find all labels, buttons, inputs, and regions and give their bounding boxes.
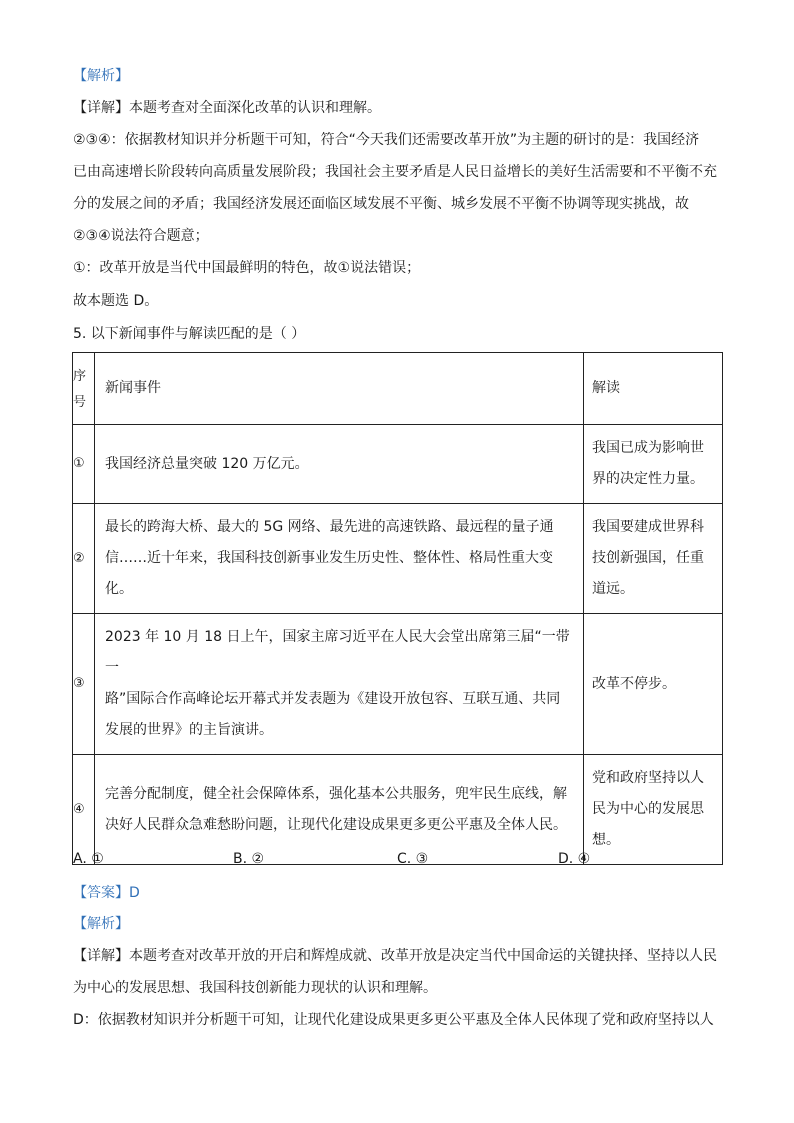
event-line: 完善分配制度，健全社会保障体系，强化基本公共服务，兜牢民生底线，解 (105, 785, 567, 802)
table-row (73, 504, 723, 614)
row-interpretation (584, 425, 723, 504)
row-event (95, 755, 584, 865)
interpretation-line: 道远。 (592, 581, 634, 597)
table-row (73, 614, 723, 755)
row-interpretation (584, 614, 723, 755)
row-event (95, 425, 584, 504)
row-index: ② (73, 504, 95, 614)
interpretation-line: 界的决定性力量。 (592, 471, 704, 487)
event-line: 决好人民群众急难愁盼问题，让现代化建设成果更多更公平惠及全体人民。 (105, 816, 567, 833)
row-index: ① (73, 425, 95, 504)
body-line: ②③④：依据教材知识并分析题干可知，符合“今天我们还需要改革开放”为主题的研讨的是：我国经济 (73, 132, 700, 148)
header-interpretation: 解读 (584, 353, 723, 425)
option-b: B. ② (233, 851, 265, 867)
row-event (95, 614, 584, 755)
row-index: ③ (73, 614, 95, 755)
event-line: 路”国际合作高峰论坛开幕式并发表题为《建设开放包容、互联互通、共同 (105, 691, 561, 707)
body-line: 故本题选 D。 (73, 293, 159, 309)
answer-line (73, 884, 140, 902)
header-index-label: 序号 (73, 368, 87, 410)
analysis-label: 【解析】 (73, 68, 129, 84)
event-line: 最长的跨海大桥、最大的 5G 网络、最先进的高速铁路、最远程的量子通 (105, 519, 554, 535)
event-line: 信……近十年来，我国科技创新事业发生历史性、整体性、格局性重大变 (105, 550, 553, 566)
detail-line: 【详解】本题考查对全面深化改革的认识和理解。 (73, 100, 381, 116)
body-line: 为中心的发展思想、我国科技创新能力现状的认识和理解。 (73, 980, 437, 996)
answer-label: 【答案】D (73, 885, 140, 901)
interpretation-line: 我国已成为影响世 (592, 440, 704, 456)
interpretation-line: 技创新强国，任重 (592, 550, 704, 566)
option-d: D. ④ (558, 851, 591, 867)
body-line: ②③④说法符合题意； (73, 228, 209, 244)
news-table (72, 352, 723, 865)
row-event (95, 504, 584, 614)
question-stem: 5. 以下新闻事件与解读匹配的是（ ） (73, 326, 306, 342)
row-interpretation (584, 504, 723, 614)
row-interpretation (584, 755, 723, 865)
row-index: ④ (73, 755, 95, 865)
table-row (73, 425, 723, 504)
analysis-label: 【解析】 (73, 916, 129, 932)
option-a: A. ① (73, 851, 104, 867)
body-line: 已由高速增长阶段转向高质量发展阶段；我国社会主要矛盾是人民日益增长的美好生活需要和不平衡不充 (73, 164, 717, 180)
interpretation-line: 我国要建成世界科 (592, 519, 704, 535)
event-line: 2023 年 10 月 18 日上午，国家主席习近平在人民大会堂出席第三届“一带一 (105, 629, 570, 676)
option-c: C. ③ (397, 851, 429, 867)
interpretation-line: 民为中心的发展思 (592, 801, 704, 817)
body-line: 分的发展之间的矛盾；我国经济发展还面临区域发展不平衡、城乡发展不平衡不协调等现实挑战，故 (73, 196, 689, 212)
event-line: 发展的世界》的主旨演讲。 (105, 722, 273, 738)
event-line: 我国经济总量突破 120 万亿元。 (105, 455, 309, 472)
interpretation-line: 想。 (592, 832, 620, 848)
table-header-row (73, 353, 723, 425)
body-line: 【详解】本题考查对改革开放的开启和辉煌成就、改革开放是决定当代中国命运的关键抉择、坚持以人民 (73, 948, 717, 964)
header-event: 新闻事件 (95, 353, 584, 425)
table-row (73, 755, 723, 865)
body-line: ①：改革开放是当代中国最鲜明的特色，故①说法错误； (73, 260, 421, 276)
header-index (73, 353, 95, 425)
interpretation-line: 党和政府坚持以人 (592, 770, 704, 786)
event-line: 化。 (105, 581, 133, 597)
body-line: D：依据教材知识并分析题干可知，让现代化建设成果更多更公平惠及全体人民体现了党和政府坚持以人 (73, 1012, 714, 1028)
interpretation-line: 改革不停步。 (592, 675, 676, 692)
